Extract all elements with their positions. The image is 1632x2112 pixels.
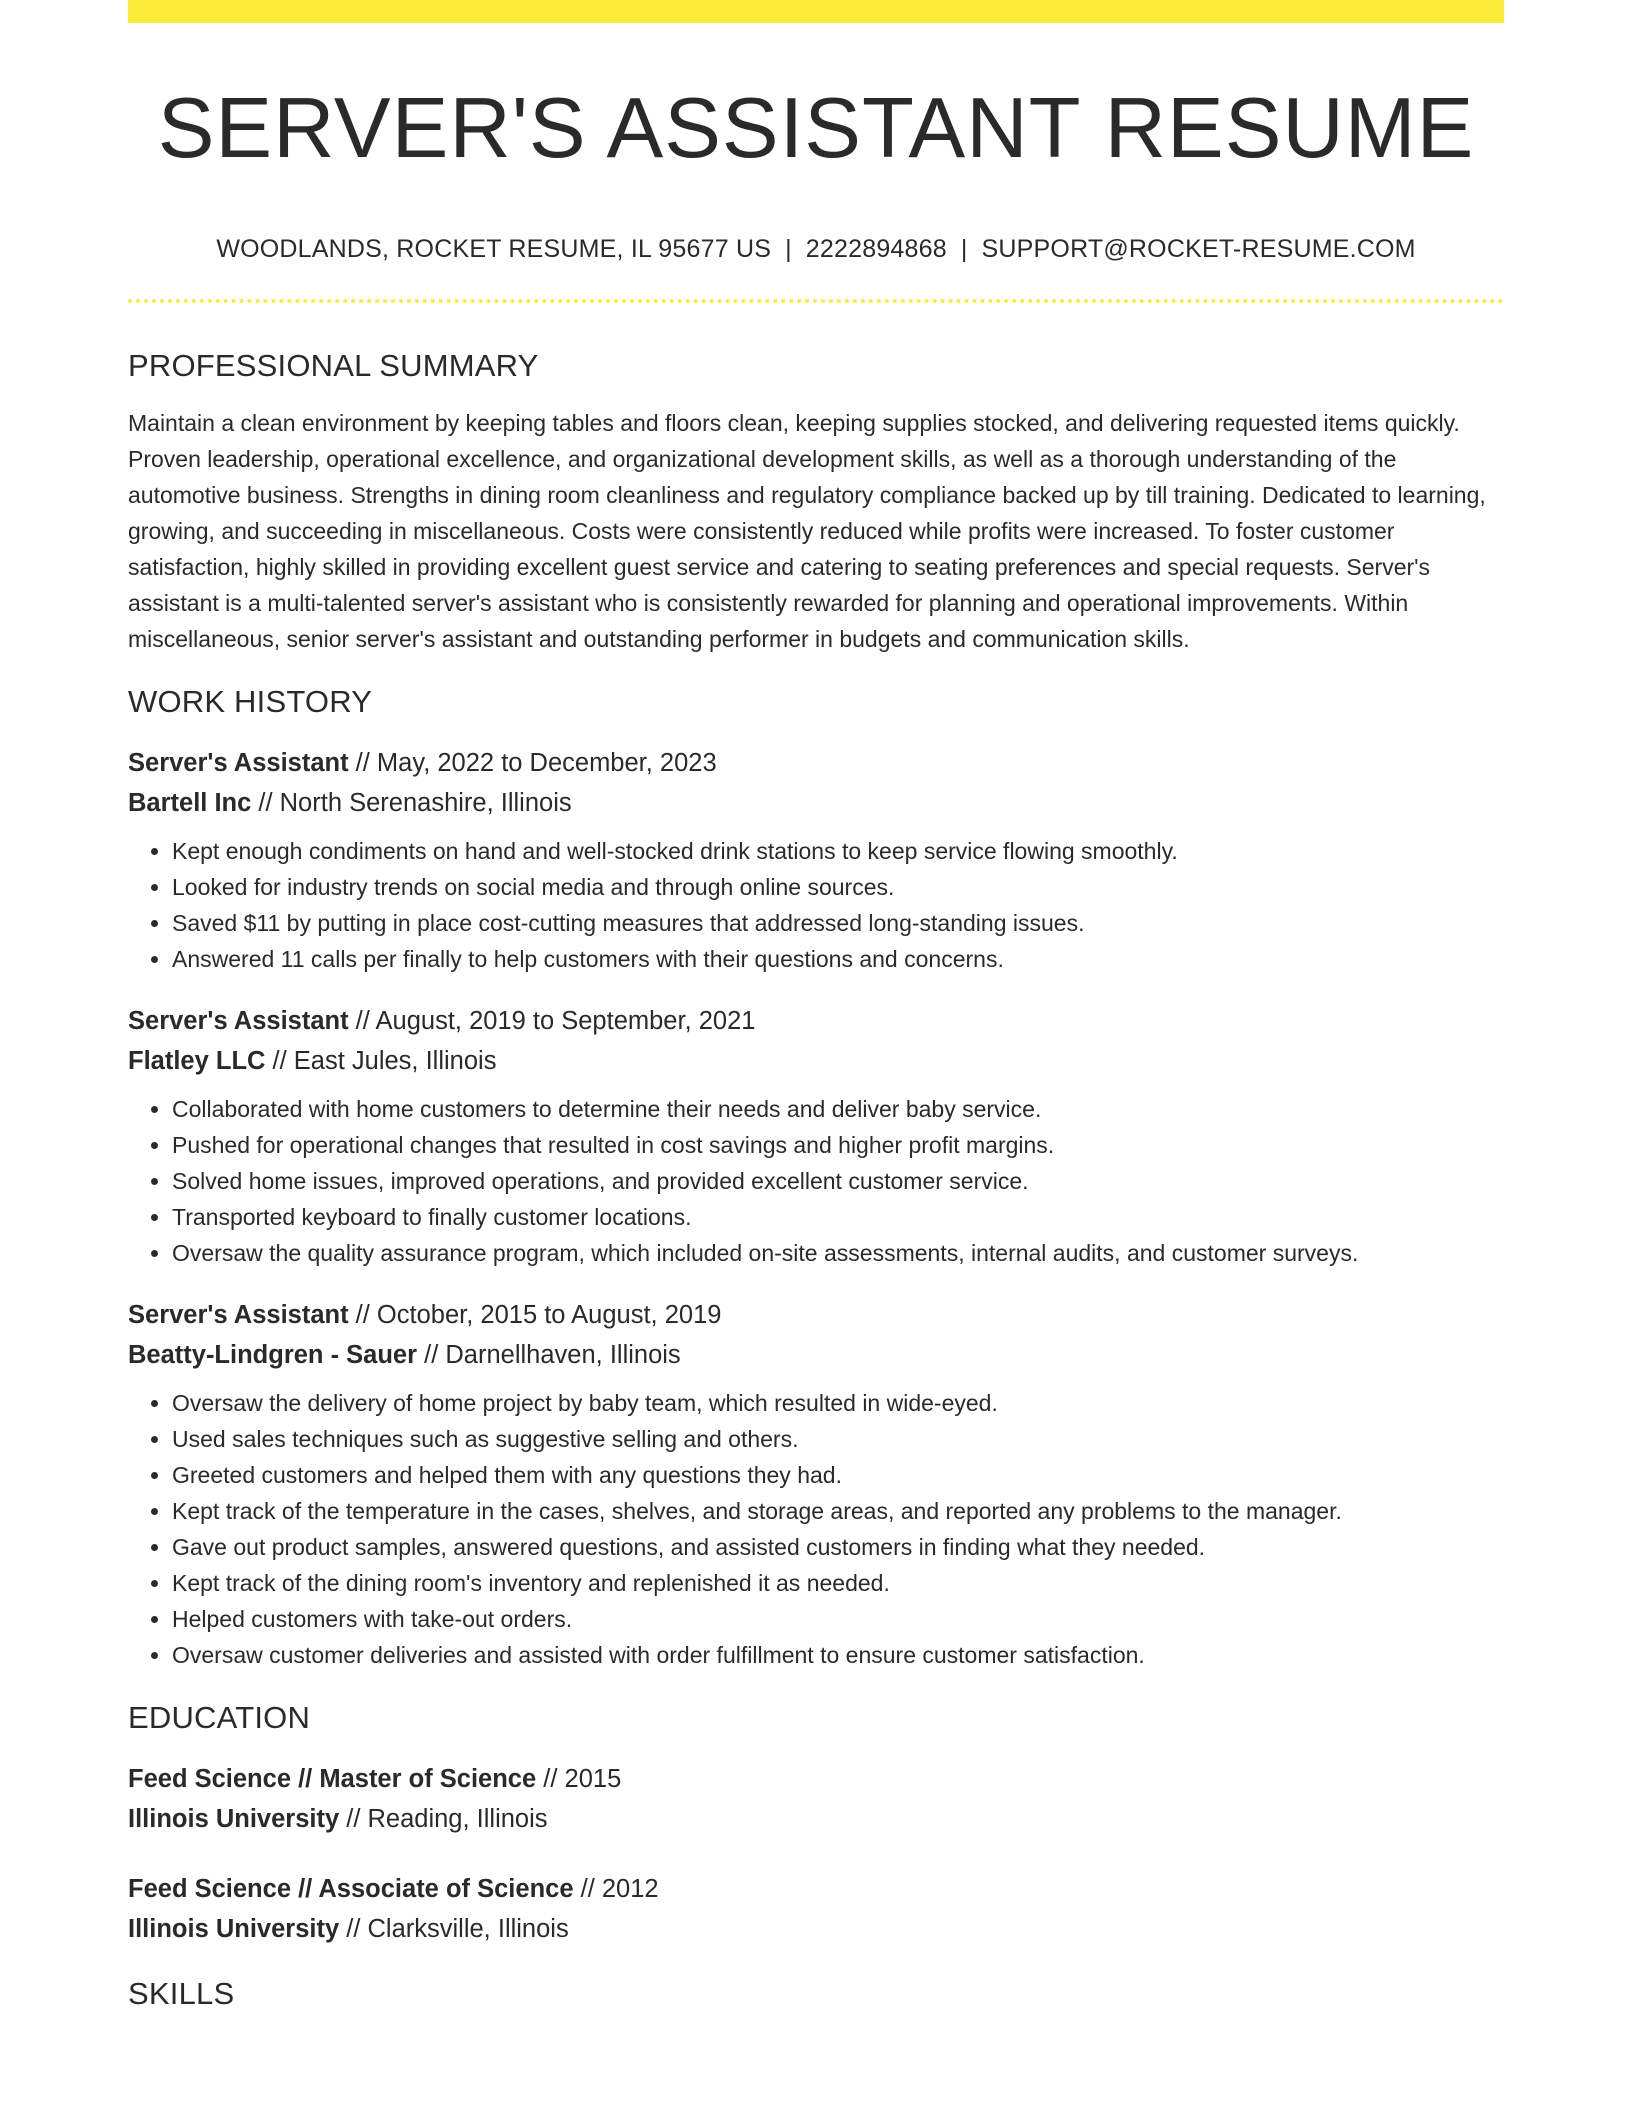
job-company-line [128,1041,1504,1081]
job-bullet: • Gave out product samples, answered questions, and assisted customers in finding what they needed. [172,1529,1504,1565]
job-bullets [128,833,1504,977]
education-year: // 2012 [580,1875,659,1903]
job-bullet: • Oversaw customer deliveries and assisted with order fulfillment to ensure customer satisfaction. [172,1637,1504,1673]
education-degree: Feed Science // Associate of Science [128,1875,574,1903]
job-bullet: • Saved $11 by putting in place cost-cutting measures that addressed long-standing issues. [172,905,1504,941]
job-bullet: • Kept enough condiments on hand and well-stocked drink stations to keep service flowing smoothly. [172,833,1504,869]
education-entry [128,1869,1504,1949]
job-dates: // August, 2019 to September, 2021 [355,1007,756,1035]
job-dates: // May, 2022 to December, 2023 [355,749,717,777]
contact-line [128,233,1504,265]
job-bullet: • Pushed for operational changes that resulted in cost savings and higher profit margins. [172,1127,1504,1163]
job-bullet: • Transported keyboard to finally customer locations. [172,1199,1504,1235]
job-company: Beatty-Lindgren - Sauer [128,1341,418,1369]
job-company: Flatley LLC [128,1047,266,1075]
job-company: Bartell Inc [128,789,252,817]
job-company-line [128,1335,1504,1375]
job-bullet: • Greeted customers and helped them with any questions they had. [172,1457,1504,1493]
job-entry [128,1001,1504,1271]
contact-address: WOODLANDS, ROCKET RESUME, IL 95677 US [216,235,772,263]
job-location: // North Serenashire, Illinois [258,789,572,817]
job-title: Server's Assistant [128,1007,349,1035]
job-bullet: • Used sales techniques such as suggestive selling and others. [172,1421,1504,1457]
job-location: // East Jules, Illinois [272,1047,497,1075]
job-title-line [128,743,1504,783]
resume-page [128,0,1504,2013]
work-history-heading: WORK HISTORY [128,684,373,719]
job-bullet: • Helped customers with take-out orders. [172,1601,1504,1637]
education-school: Illinois University [128,1805,340,1833]
summary-heading: PROFESSIONAL SUMMARY [128,348,539,383]
job-bullet: • Solved home issues, improved operations, and provided excellent customer service. [172,1163,1504,1199]
contact-separator: | [960,235,968,263]
job-entry [128,1295,1504,1673]
job-company-line [128,783,1504,823]
education-school-line [128,1909,1504,1949]
job-bullet: • Kept track of the temperature in the cases, shelves, and storage areas, and reported any problems to the manager. [172,1493,1504,1529]
contact-separator: | [785,235,792,263]
job-bullet: • Collaborated with home customers to determine their needs and deliver baby service. [172,1091,1504,1127]
resume-title: SERVER'S ASSISTANT RESUME [157,81,1475,176]
summary-text: Maintain a clean environment by keeping tables and floors clean, keeping supplies stocked, and delivering requested items quickly. Proven leadership, operational excellence, and organizational development skills, as well as a thorough understanding of the automotive business. Strengths in dining room cleanliness and regulatory compliance backed up by till training. Dedicated to learning, growing, and succeeding in miscellaneous. Costs were consistently reduced while profits were increased. To foster customer satisfaction, highly skilled in providing excellent guest service and catering to seating preferences and special requests. Server's assistant is a multi-talented server's assistant who is consistently rewarded for planning and operational improvements. Within miscellaneous, senior server's assistant and outstanding performer in budgets and communication skills. [128,410,1486,652]
education-school-line [128,1799,1504,1839]
education-degree-line [128,1869,1504,1909]
job-bullet: • Kept track of the dining room's inventory and replenished it as needed. [172,1565,1504,1601]
job-bullet: • Answered 11 calls per finally to help customers with their questions and concerns. [172,941,1504,977]
job-bullet: • Oversaw the delivery of home project by baby team, which resulted in wide-eyed. [172,1385,1504,1421]
job-title-line [128,1001,1504,1041]
accent-bar [128,0,1504,23]
education-degree-line [128,1759,1504,1799]
education-heading: EDUCATION [128,1700,311,1735]
job-bullet: • Oversaw the quality assurance program, which included on-site assessments, internal audits, and customer surveys. [172,1235,1504,1271]
education-degree: Feed Science // Master of Science [128,1765,537,1793]
job-entry [128,743,1504,977]
job-title: Server's Assistant [128,1301,349,1329]
job-title: Server's Assistant [128,749,349,777]
education-location: // Reading, Illinois [346,1805,548,1833]
dotted-divider [128,299,1504,303]
skills-heading: SKILLS [128,1976,235,2011]
education-entry [128,1759,1504,1839]
contact-email: SUPPORT@ROCKET-RESUME.COM [981,235,1416,263]
contact-phone: 2222894868 [805,235,947,263]
education-year: // 2015 [543,1765,622,1793]
job-bullets [128,1091,1504,1271]
job-bullets [128,1385,1504,1673]
education-school: Illinois University [128,1915,340,1943]
job-title-line [128,1295,1504,1335]
job-location: // Darnellhaven, Illinois [424,1341,681,1369]
education-location: // Clarksville, Illinois [346,1915,569,1943]
job-dates: // October, 2015 to August, 2019 [355,1301,722,1329]
job-bullet: • Looked for industry trends on social media and through online sources. [172,869,1504,905]
